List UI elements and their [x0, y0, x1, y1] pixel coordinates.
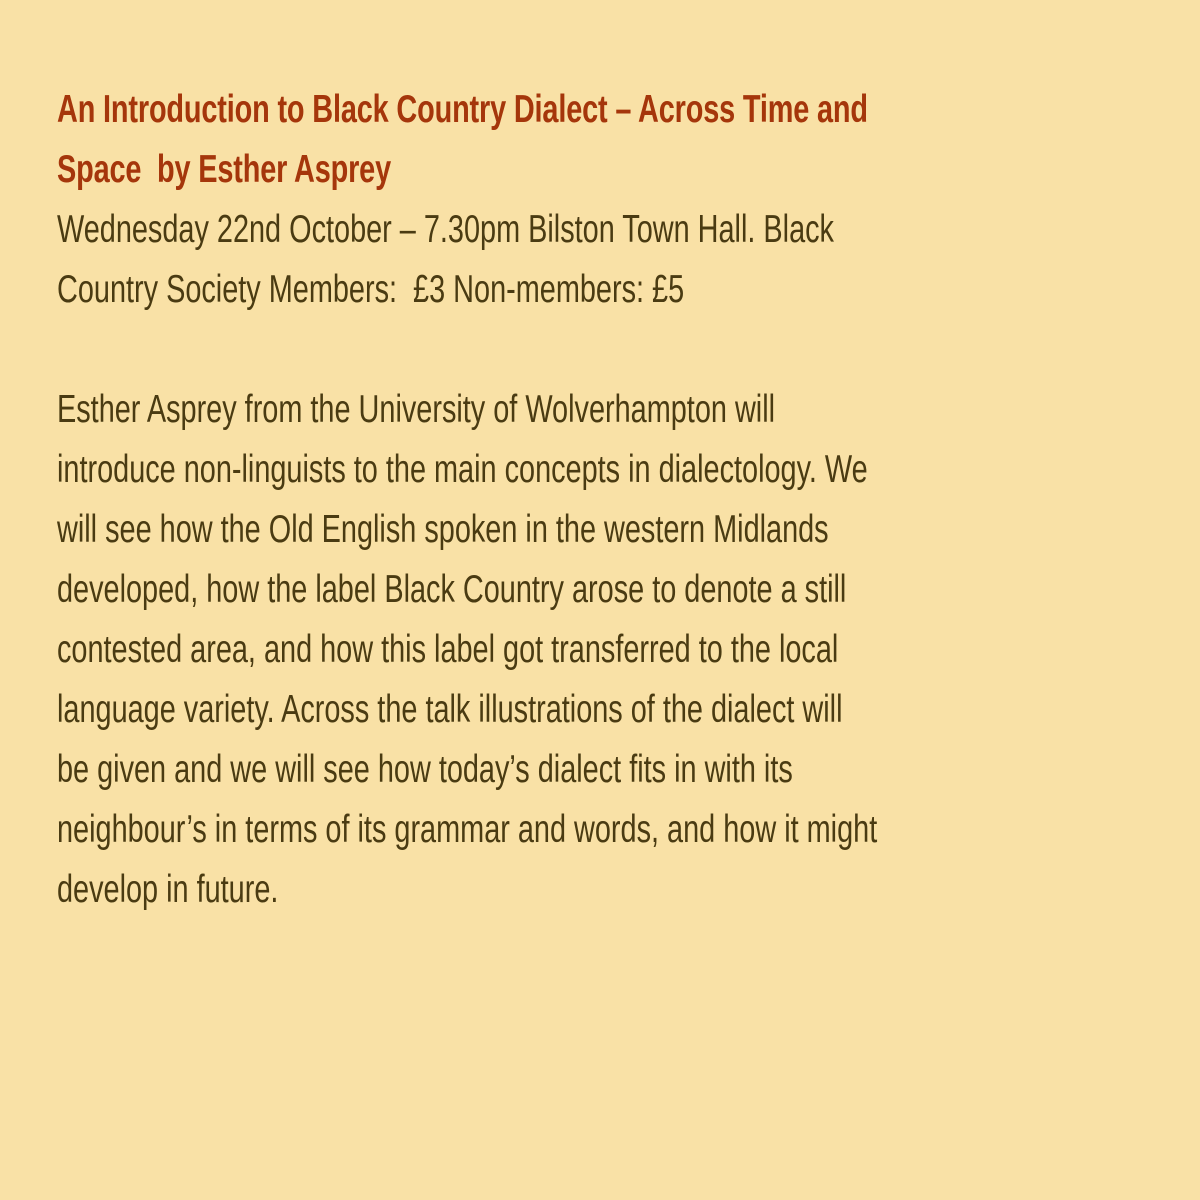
event-details-line-2: Country Society Members: £3 Non-members: £5 — [57, 268, 685, 311]
description-line-6: language variety. Across the talk illustrations of the dialect will — [57, 688, 843, 731]
description-line-1: Esther Asprey from the University of Wolverhampton will — [57, 388, 776, 431]
description-line-4: developed, how the label Black Country arose to denote a still — [57, 568, 847, 611]
event-details — [57, 200, 1130, 320]
event-details-line-1: Wednesday 22nd October – 7.30pm Bilston Town Hall. Black — [57, 208, 834, 251]
event-description — [57, 380, 1167, 920]
paragraph-gap — [57, 320, 1160, 380]
event-title-line-2: Space by Esther Asprey — [57, 148, 391, 191]
description-line-5: contested area, and how this label got transferred to the local — [57, 628, 839, 671]
description-line-3: will see how the Old English spoken in the western Midlands — [57, 508, 829, 551]
description-line-9: develop in future. — [57, 868, 279, 911]
description-line-7: be given and we will see how today’s dialect fits in with its — [57, 748, 793, 791]
description-line-2: introduce non-linguists to the main concepts in dialectology. We — [57, 448, 868, 491]
description-line-8: neighbour’s in terms of its grammar and words, and how it might — [57, 808, 878, 851]
event-title-line-1: An Introduction to Black Country Dialect – Across Time and — [57, 88, 868, 131]
event-title — [57, 80, 1130, 200]
